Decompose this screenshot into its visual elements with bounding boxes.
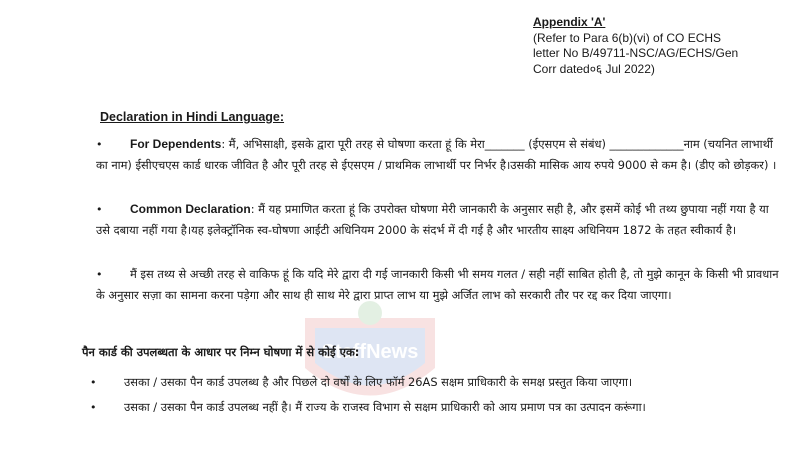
appendix-title: Appendix 'A' <box>533 15 606 29</box>
liability-declaration <box>96 264 786 306</box>
pan-option-text: उसका / उसका पैन कार्ड उपलब्ध नहीं है। मैं राज्य के राजस्व विभाग से सक्षम प्राधिकारी को आय प्रमाण पत्र का उत्पादन करूंगा। <box>124 400 646 414</box>
paragraph-lead: For Dependents <box>130 137 222 151</box>
pan-option-unavailable <box>90 398 790 417</box>
bullet: • <box>96 268 103 281</box>
bullet: • <box>96 203 103 216</box>
dependents-declaration <box>96 134 786 176</box>
appendix-ref-line: Corr dated०६ Jul 2022) <box>533 61 655 76</box>
appendix-block <box>533 15 793 77</box>
paragraph-lead: Common Declaration <box>130 202 251 216</box>
paragraph-text: मैं इस तथ्य से अच्छी तरह से वाकिफ हूं कि यदि मेरे द्वारा दी गई जानकारी किसी भी समय गलत / सही नहीं साबित होती है, तो मुझे कानून के किसी भी प्रावधान के अनुसार सज़ा का सामना करना पड़ेगा और साथ ही साथ मेरे द्वारा प्राप्त लाभ या मुझे अर्जित लाभ को सरकारी तौर पर रद्द कर दिया जाएगा। <box>96 267 779 302</box>
paragraph-text: : मैं यह प्रमाणित करता हूं कि उपरोक्त घोषणा मेरी जानकारी के अनुसार सही है, और इसमें कोई भी तथ्य छुपाया नहीं गया है या उसे दबाया नहीं गया है।यह इलेक्ट्रॉनिक स्व-घोषणा आईटी अधिनियम 2000 के संदर्भ में दी गई है और भारतीय साक्ष्य अधिनियम 1872 के तहत स्वीकार्य है। <box>96 202 769 237</box>
paragraph-text: : मैं, अभिसाक्षी, इसके द्वारा पूरी तरह से घोषणा करता हूं कि मेरा_______ (ईएसएम से संबंध) _____________नाम (चयनित लाभार्थी का नाम) ईसीएचएस कार्ड धारक जीवित है और पूरी तरह से ईएसएम / प्राथमिक लाभार्थी पर निर्भर है।उसकी मासिक आय रुपये 9000 से कम है। (डीए को छोड़कर) । <box>96 137 777 172</box>
pan-option-available <box>90 373 790 392</box>
common-declaration <box>96 199 786 241</box>
appendix-ref-line: (Refer to Para 6(b)(vi) of CO ECHS <box>533 30 722 45</box>
bullet: • <box>90 401 97 414</box>
watermark-text: StaffNews <box>321 341 419 363</box>
bullet: • <box>90 376 97 389</box>
pan-card-heading: पैन कार्ड की उपलब्धता के आधार पर निम्न घोषणा में से कोई एक: <box>82 345 360 359</box>
declaration-heading: Declaration in Hindi Language: <box>100 110 285 124</box>
pan-option-text: उसका / उसका पैन कार्ड उपलब्ध है और पिछले दो वर्षों के लिए फॉर्म 26AS सक्षम प्राधिकारी के समक्ष प्रस्तुत किया जाएगा। <box>124 375 633 389</box>
appendix-ref-line: letter No B/49711-NSC/AG/ECHS/Gen <box>533 46 739 60</box>
bullet: • <box>96 138 103 151</box>
